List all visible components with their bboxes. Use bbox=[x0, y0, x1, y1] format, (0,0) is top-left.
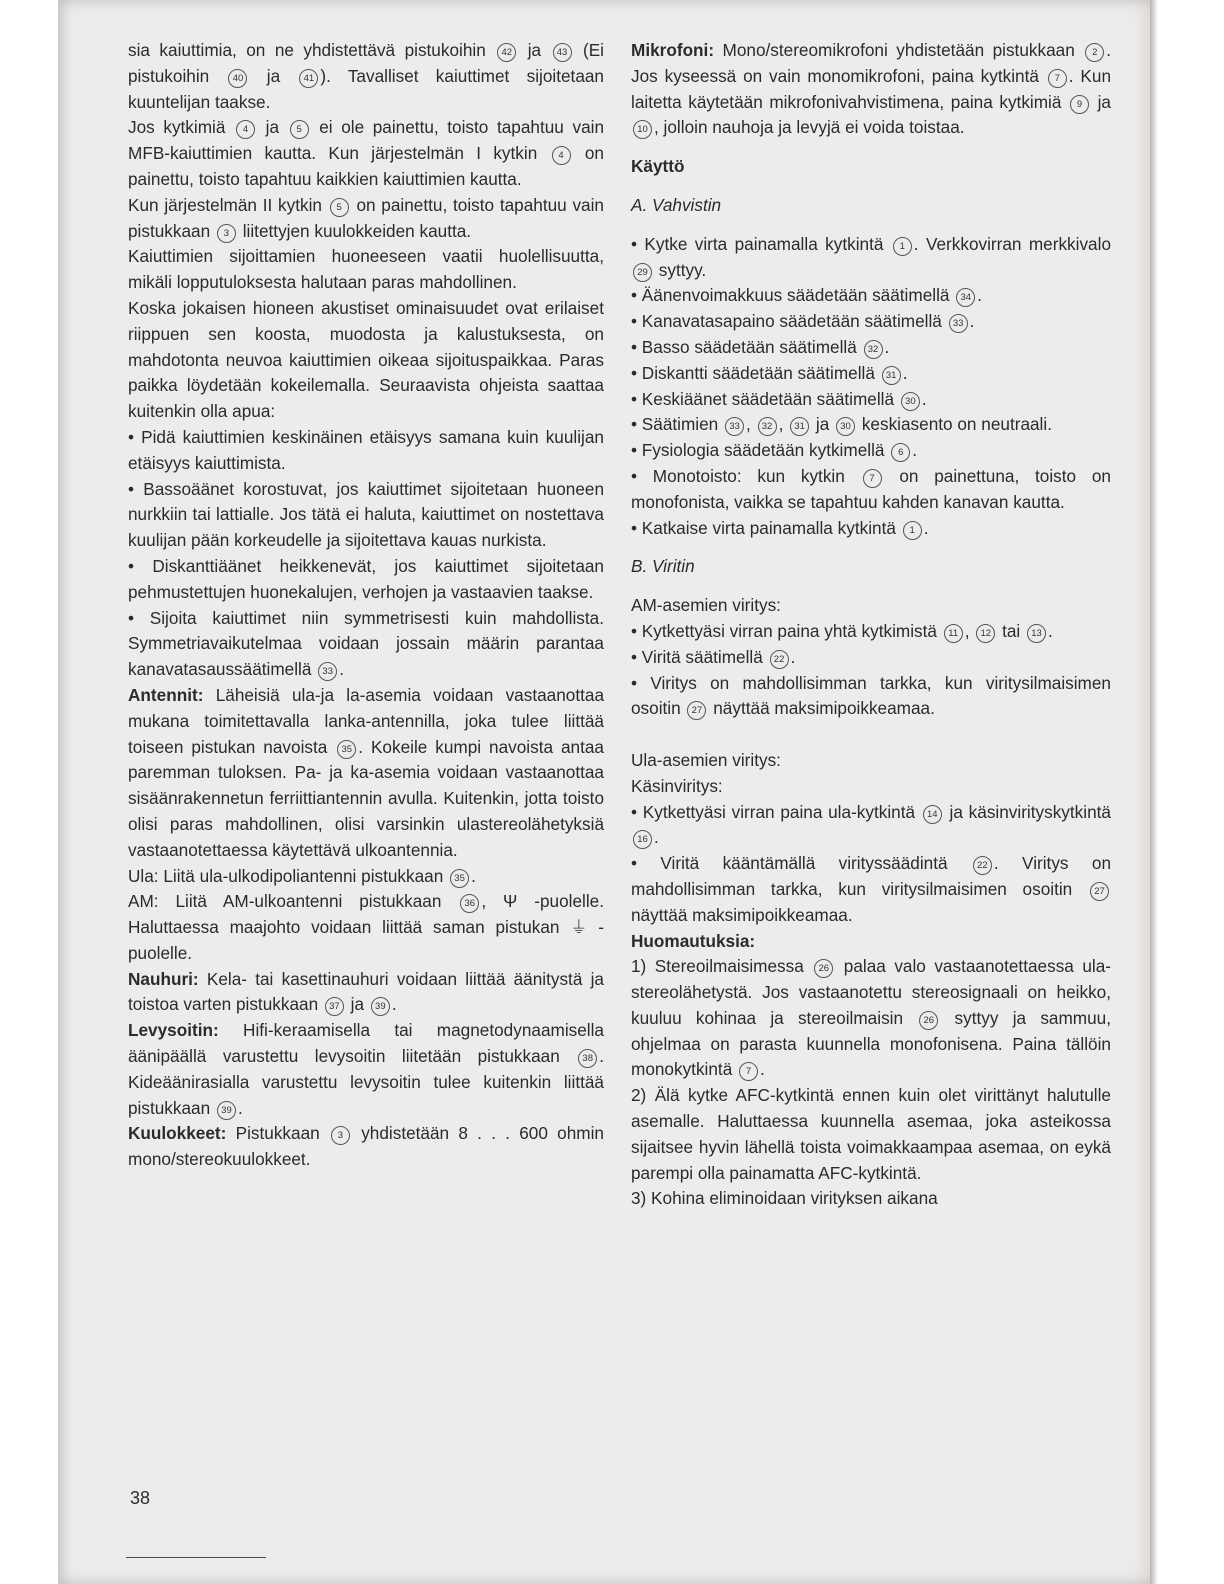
circled-number: 29 bbox=[633, 263, 652, 282]
bullet-speaker-distance: • Pidä kaiuttimien keskinäinen etäisyys samana kuin kuulijan etäisyys kaiuttimista. bbox=[128, 426, 604, 473]
am-item: • Kytkettyäsi virran paina yhtä kytkimistä 11 , 12 tai 13 . bbox=[631, 620, 1053, 641]
amplifier-item: • Äänenvoimakkuus säädetään säätimellä 34 . bbox=[631, 285, 983, 306]
circled-number: 39 bbox=[217, 1101, 236, 1120]
circled-number: 27 bbox=[1090, 882, 1109, 901]
circled-number: 22 bbox=[973, 856, 992, 875]
circled-number: 7 bbox=[1048, 69, 1067, 88]
circled-number: 32 bbox=[758, 417, 777, 436]
circled-number: 31 bbox=[790, 417, 809, 436]
paragraph-speakers-placement: sia kaiuttimia, on ne yhdistettävä pistukoihin 42 ja 43 (Ei pistukoihin 40 ja 41 ). Tavalliset kaiuttimet sijoitetaan kuuntelijan taakse. bbox=[128, 40, 604, 112]
paragraph-switch-4-5: Jos kytkimiä 4 ja 5 ei ole painettu, toisto tapahtuu vain MFB-kaiuttimien kautta. Kun järjestelmän I kytkin 4 on painettu, toisto tapahtuu kaikkien kaiuttimien kautta. bbox=[128, 117, 605, 189]
circled-number: 26 bbox=[814, 959, 833, 978]
spacer bbox=[631, 722, 1111, 748]
circled-number: 3 bbox=[331, 1126, 350, 1145]
bullet-treble: • Diskanttiäänet heikkenevät, jos kaiuttimet sijoitetaan pehmustettujen huonekalujen, verhojen ja vastaavien taakse. bbox=[128, 555, 604, 602]
heading-viritin: B. Viritin bbox=[631, 556, 695, 577]
circled-number: 33 bbox=[318, 662, 337, 681]
bold-label: Antennit: bbox=[128, 684, 204, 705]
circled-number: 26 bbox=[919, 1011, 938, 1030]
paragraph-system-ii: Kun järjestelmän II kytkin 5 on painettu, toisto tapahtuu vain pistukkaan 3 liitettyjen kuulokkeiden kautta. bbox=[128, 194, 604, 241]
page-edge-shadow bbox=[1150, 0, 1158, 1584]
am-item: • Viritä säätimellä 22 . bbox=[631, 646, 796, 667]
paragraph-antennas: Antennit: Läheisiä ula-ja la-asemia voidaan vastaanottaa mukana toimitettavalla lanka-antennilla, joka tulee liittää toiseen pistukan navoista 35 . Kokeile kumpi navoista antaa paremman tuloksen. Pa- ja ka-asemia voidaan vastaanottaa sisäänrakennetun ferriittiantennin avulla. Kuitenkin, jotta toisto olisi paras mahdollinen, olisi varsinkin ulastereolähetyksiä vastaanotettaessa käytettävä ulkoantennia. bbox=[128, 684, 604, 860]
circled-number: 27 bbox=[687, 701, 706, 720]
paragraph-room-placement: Kaiuttimien sijoittamien huoneeseen vaatii huolellisuutta, mikäli lopputuloksesta halutaan paras mahdollinen. bbox=[128, 246, 604, 293]
amplifier-item: • Kanavatasapaino säädetään säätimellä 33 . bbox=[631, 311, 975, 332]
heading-am-tuning: AM-asemien viritys: bbox=[631, 595, 781, 616]
circled-number: 5 bbox=[290, 120, 309, 139]
paragraph-headphones: Kuulokkeet: Pistukkaan 3 yhdistetään 8 . . . 600 ohmin mono/stereokuulokkeet. bbox=[128, 1123, 604, 1170]
paragraph-microphone: Mikrofoni: Mono/stereomikrofoni yhdistetään pistukkaan 2 . Jos kyseessä on vain monomikrofoni, paina kytkintä 7 . Kun laitetta käytetään mikrofonivahvistimena, paina kytkimiä 9 ja 10 , jolloin nauhoja ja levyjä ei voida toistaa. bbox=[631, 40, 1112, 138]
page-number: 38 bbox=[130, 1488, 151, 1508]
circled-number: 7 bbox=[739, 1062, 758, 1081]
bullet-symmetry: • Sijoita kaiuttimet niin symmetrisesti kuin mahdollista. Symmetriavaikutelmaa voidaan jossain määrin parantaa kanavatasaussäätimellä 33 . bbox=[128, 607, 604, 680]
circled-number: 35 bbox=[337, 740, 356, 759]
circled-number: 16 bbox=[633, 830, 652, 849]
circled-number: 10 bbox=[633, 120, 652, 139]
circled-number: 39 bbox=[371, 997, 390, 1016]
amplifier-item: • Katkaise virta painamalla kytkintä 1 . bbox=[631, 517, 929, 538]
paragraph-fm-antenna: Ula: Liitä ula-ulkodipoliantenni pistukkaan 35 . bbox=[128, 865, 476, 886]
circled-number: 32 bbox=[864, 340, 883, 359]
circled-number: 1 bbox=[903, 521, 922, 540]
circled-number: 35 bbox=[450, 869, 469, 888]
circled-number: 37 bbox=[325, 997, 344, 1016]
note-item: 2) Älä kytke AFC-kytkintä ennen kuin olet virittänyt halutulle asemalle. Haluttaessa kuunnella asemaa, joka asteikossa sijaitsee hyvin lähellä toista voimakkaampaa asemaa, on eykä parempi olla painamatta AFC-kytkintä. bbox=[631, 1085, 1111, 1183]
bold-label: Nauhuri: bbox=[128, 968, 199, 989]
circled-number: 1 bbox=[893, 237, 912, 256]
circled-number: 13 bbox=[1027, 624, 1046, 643]
fm-item: • Viritä kääntämällä virityssäädintä 22 . Viritys on mahdollisimman tarkka, kun viritysilmaisimen osoitin 27 näyttää maksimipoikkeamaa. bbox=[631, 853, 1112, 925]
amplifier-item: • Basso säädetään säätimellä 32 . bbox=[631, 336, 890, 357]
left-column bbox=[128, 38, 604, 1173]
circled-number: 9 bbox=[1070, 95, 1089, 114]
fm-item: • Kytkettyäsi virran paina ula-kytkintä 14 ja käsinvirityskytkintä 16 . bbox=[631, 801, 1111, 848]
circled-number: 30 bbox=[836, 417, 855, 436]
heading-notes: Huomautuksia: bbox=[631, 930, 756, 951]
bold-label: Kuulokkeet: bbox=[128, 1123, 227, 1144]
circled-number: 2 bbox=[1085, 43, 1104, 62]
circled-number: 12 bbox=[976, 624, 995, 643]
amplifier-item: • Monotoisto: kun kytkin 7 on painettuna, toisto on monofonista, vaikka se tapahtuu kahden kanavan kautta. bbox=[631, 465, 1111, 512]
paragraph-tape-recorder: Nauhuri: Kela- tai kasettinauhuri voidaan liittää äänitystä ja toistoa varten pistukkaan 37 ja 39 . bbox=[128, 968, 604, 1015]
circled-number: 5 bbox=[330, 198, 349, 217]
blue-underline bbox=[126, 1557, 266, 1558]
note-item: 1) Stereoilmaisimessa 26 palaa valo vastaanotettaessa ula-stereolähetystä. Jos vastaanotettu stereosignaali on heikko, kuuluu kohinaa ja stereoilmaisin 26 syttyy ja sammuu, ohjelmaa on parasta kuunnella monofonisena. Paina tällöin monokytkintä 7 . bbox=[631, 956, 1111, 1080]
amplifier-item: • Diskantti säädetään säätimellä 31 . bbox=[631, 362, 908, 383]
amplifier-item: • Kytke virta painamalla kytkintä 1 . Verkkovirran merkkivalo 29 syttyy. bbox=[631, 233, 1111, 280]
circled-number: 3 bbox=[217, 224, 236, 243]
circled-number: 4 bbox=[552, 146, 571, 165]
amplifier-item: • Säätimien 33 , 32 , 31 ja 30 keskiasento on neutraali. bbox=[631, 414, 1052, 435]
circled-number: 4 bbox=[236, 120, 255, 139]
amplifier-item: • Keskiäänet säädetään säätimellä 30 . bbox=[631, 388, 927, 409]
bullet-bass: • Bassoäänet korostuvat, jos kaiuttimet sijoitetaan huoneen nurkkiin tai lattialle. Jos tätä ei haluta, kaiuttimet on nostettava kuulijan pään korkeudelle ja sijoitettava kauas nurkista. bbox=[128, 478, 604, 551]
circled-number: 14 bbox=[923, 805, 942, 824]
heading-fm-tuning: Ula-asemien viritys: bbox=[631, 749, 781, 770]
circled-number: 30 bbox=[901, 392, 920, 411]
circled-number: 41 bbox=[299, 69, 318, 88]
circled-number: 33 bbox=[949, 314, 968, 333]
circled-number: 42 bbox=[497, 43, 516, 62]
bold-label: Mikrofoni: bbox=[631, 40, 715, 60]
note-item: 3) Kohina eliminoidaan virityksen aikana bbox=[631, 1188, 938, 1209]
circled-number: 43 bbox=[553, 43, 572, 62]
paragraph-am-antenna: AM: Liitä AM-ulkoantenni pistukkaan 36 , Ψ -puolelle. Haluttaessa maajohto voidaan liittää saman pistukan ⏚ -puolelle. bbox=[128, 891, 604, 963]
circled-number: 11 bbox=[944, 624, 963, 643]
heading-manual-tuning: Käsinviritys: bbox=[631, 775, 723, 796]
circled-number: 38 bbox=[578, 1049, 597, 1068]
circled-number: 7 bbox=[863, 469, 882, 488]
heading-kaytto: Käyttö bbox=[631, 156, 685, 177]
circled-number: 22 bbox=[770, 650, 789, 669]
right-column bbox=[631, 38, 1111, 1212]
heading-vahvistin: A. Vahvistin bbox=[631, 194, 722, 215]
circled-number: 6 bbox=[891, 443, 910, 462]
circled-number: 33 bbox=[725, 417, 744, 436]
am-item: • Viritys on mahdollisimman tarkka, kun viritysilmaisimen osoitin 27 näyttää maksimipoikkeamaa. bbox=[631, 672, 1111, 719]
bold-label: Levysoitin: bbox=[128, 1020, 219, 1041]
amplifier-item: • Fysiologia säädetään kytkimellä 6 . bbox=[631, 440, 918, 461]
paragraph-room-acoustics: Koska jokaisen hioneen akustiset ominaisuudet ovat erilaiset riippuen sen koosta, muodosta ja kalustuksesta, on mahdotonta neuvoa kaiuttimien oikeaa sijoituspaikkaa. Paras paikka löydetään kokeilemalla. Seuraavista ohjeista saattaa kuitenkin olla apua: bbox=[128, 297, 604, 422]
paragraph-turntable: Levysoitin: Hifi-keraamisella tai magnetodynaamisella äänipäällä varustettu levysoitin liitetään pistukkaan 38 . Kideäänirasialla varustettu levysoitin tulee kuitenkin liittää pistukkaan 39 . bbox=[128, 1020, 604, 1118]
circled-number: 36 bbox=[460, 894, 479, 913]
circled-number: 40 bbox=[228, 69, 247, 88]
circled-number: 34 bbox=[956, 288, 975, 307]
circled-number: 31 bbox=[882, 366, 901, 385]
